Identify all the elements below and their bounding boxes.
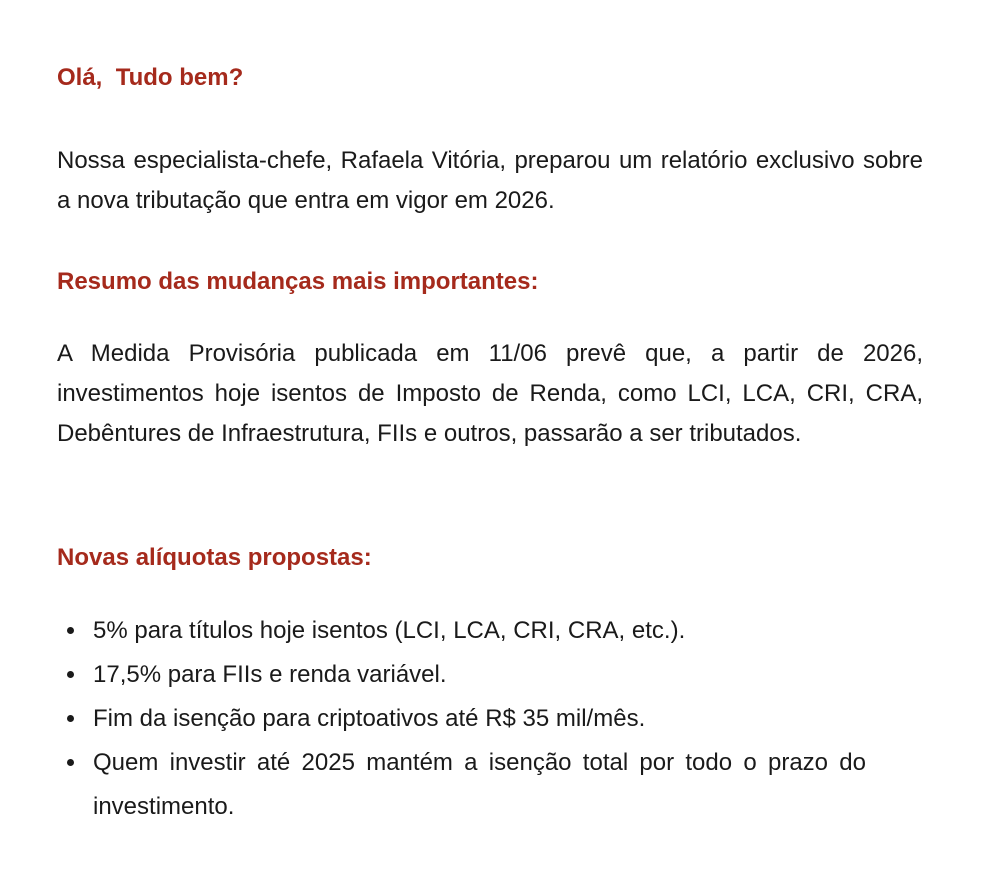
list-item-text: 17,5% para FIIs e renda variável. [93, 661, 447, 688]
greeting: Olá, Tudo bem? [57, 64, 244, 91]
list-item [65, 697, 866, 741]
bullet-icon [67, 671, 74, 678]
list-item-text: 5% para títulos hoje isentos (LCI, LCA, CRI, CRA, etc.). [93, 617, 686, 644]
list-item [65, 609, 866, 653]
rates-heading: Novas alíquotas propostas: [57, 544, 372, 571]
bullet-icon [67, 627, 74, 634]
list-item-text: Quem investir até 2025 mantém a isenção total por todo o prazo do investimento. [93, 749, 866, 820]
list-item [65, 741, 866, 829]
summary-heading: Resumo das mudanças mais importantes: [57, 268, 539, 295]
summary-paragraph: A Medida Provisória publicada em 11/06 prevê que, a partir de 2026, investimentos hoje isentos de Imposto de Renda, como LCI, LCA, CRI, CRA, Debêntures de Infraestrutura, FIIs e outros, passarão a ser tributados. [57, 340, 923, 447]
bullet-icon [67, 759, 74, 766]
list-item [65, 653, 866, 697]
bullet-icon [67, 715, 74, 722]
list-item-text: Fim da isenção para criptoativos até R$ 35 mil/mês. [93, 705, 646, 732]
intro-paragraph: Nossa especialista-chefe, Rafaela Vitória, preparou um relatório exclusivo sobre a nova tributação que entra em vigor em 2026. [57, 147, 923, 214]
rates-list [65, 609, 866, 829]
